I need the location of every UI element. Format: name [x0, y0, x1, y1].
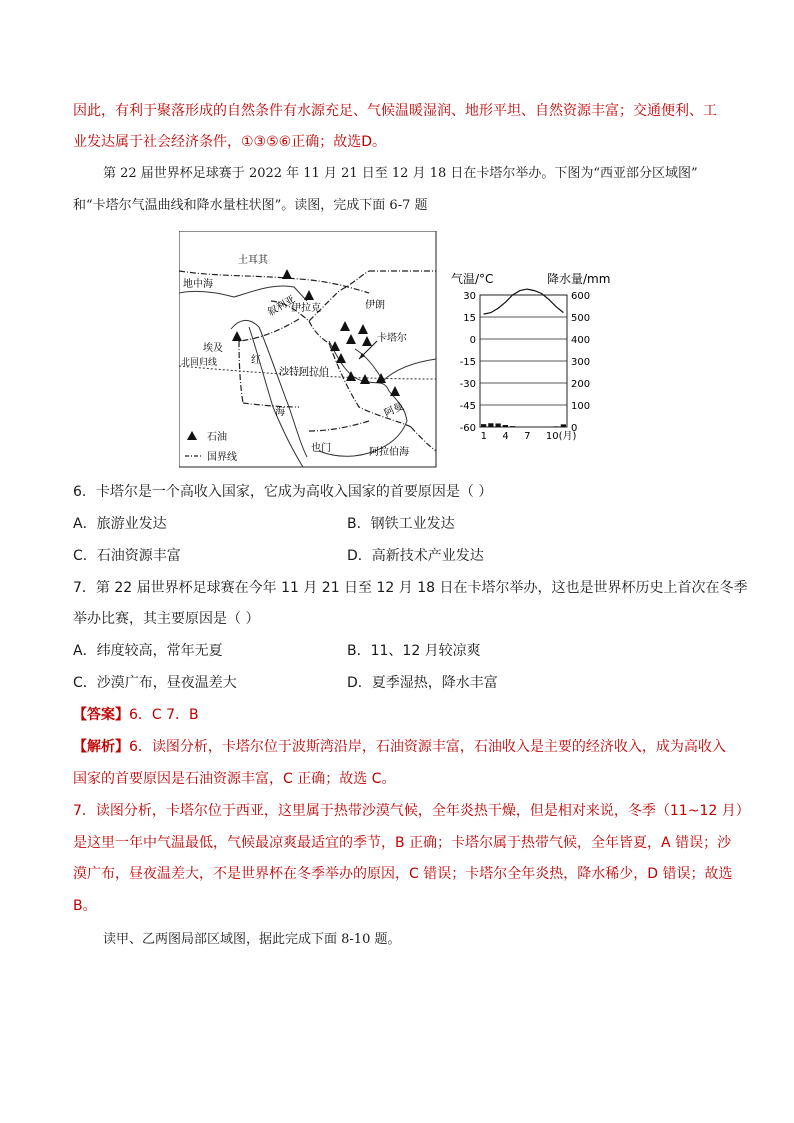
q7-option-d[interactable]: D．夏季湿热，降水丰富 — [347, 675, 498, 691]
q7-option-a[interactable]: A．纬度较高，常年无夏 — [73, 643, 223, 659]
analysis-line-5: 漠广布，昼夜温差大，不是世界杯在冬季举办的原因，C 错误；卡塔尔全年炎热，降水稀少，D 错误；故选 — [73, 866, 733, 882]
precip-bar — [481, 424, 486, 427]
next-instruction: 读甲、乙两图局部区域图，据此完成下面 8-10 题。 — [103, 932, 401, 947]
precip-tick-label: 200 — [571, 379, 591, 390]
climate-chart — [451, 271, 610, 442]
legend-border-label: 国界线 — [207, 452, 237, 463]
temp-axis-label: 气温/°C — [451, 272, 494, 286]
month-tick-label: 10(月) — [545, 431, 577, 442]
label-turkey: 土耳其 — [238, 255, 268, 266]
figure-svg — [179, 231, 649, 471]
month-tick-label: 1 — [480, 431, 487, 442]
precip-bar — [503, 425, 508, 427]
prev-analysis-line-2 — [73, 132, 386, 152]
precip-bar — [561, 424, 566, 427]
temp-tick-label: -15 — [459, 357, 476, 368]
label-arabian-sea: 阿拉伯海 — [369, 447, 409, 458]
q7-stem-line-1: 7．第 22 届世界杯足球赛在今年 11 月 21 日至 12 月 18 日在卡塔尔举办，这也是世界杯历史上首次在冬季 — [73, 580, 748, 596]
month-tick-label: 7 — [524, 431, 531, 442]
precip-tick-label: 100 — [571, 401, 591, 412]
label-oman: 阿曼 — [382, 401, 406, 420]
answer-text: 6．C 7．B — [129, 707, 199, 723]
label-iraq: 伊拉克 — [291, 303, 321, 314]
west-asia-map — [179, 231, 436, 467]
precip-tick-label: 0 — [571, 423, 578, 434]
figure — [179, 231, 649, 475]
label-saudi: 沙特阿拉伯 — [279, 367, 329, 378]
precip-bar — [496, 423, 501, 427]
q7-stem-line-2: 举办比赛，其主要原因是（ ） — [73, 611, 260, 627]
analysis-line-2: 国家的首要原因是石油资源丰富，C 正确；故选 C。 — [73, 771, 396, 787]
q6-option-d[interactable]: D．高新技术产业发达 — [347, 548, 484, 564]
precip-tick-label: 500 — [571, 313, 591, 324]
label-egypt: 埃及 — [203, 343, 223, 354]
label-red-sea-1: 红 — [251, 355, 261, 366]
analysis-line-1 — [73, 737, 726, 757]
precip-axis-label: 降水量/mm — [547, 272, 611, 286]
prev-analysis-line-2b: ①③⑤⑥正确；故选D。 — [241, 134, 386, 150]
precip-tick-label: 400 — [571, 335, 591, 346]
q6-option-a[interactable]: A．旅游业发达 — [73, 516, 167, 532]
legend-oil-label: 石油 — [207, 432, 227, 443]
temp-tick-label: 15 — [463, 313, 476, 324]
prev-analysis-line-2a: 业发达属于社会经济条件， — [73, 134, 241, 150]
temp-tick-label: -60 — [459, 423, 476, 434]
q7-option-b[interactable]: B．11、12 月较凉爽 — [347, 643, 481, 659]
temp-tick-label: -30 — [459, 379, 476, 390]
context-line-1: 第 22 届世界杯足球赛于 2022 年 11 月 21 日至 12 月 18 日在卡塔尔举办。下图为“西亚部分区域图” — [103, 166, 698, 181]
label-tropic: 北回归线 — [181, 358, 218, 368]
analysis-line-3: 7．读图分析，卡塔尔位于西亚，这里属于热带沙漠气候，全年炎热干燥，但是相对来说，冬季（11~12 月） — [73, 803, 750, 819]
precip-tick-label: 300 — [571, 357, 591, 368]
precip-bar — [510, 426, 515, 427]
temp-tick-label: -45 — [459, 401, 476, 412]
label-syria: 叙利亚 — [265, 294, 298, 319]
prev-analysis-line-1: 因此，有利于聚落形成的自然条件有水源充足、气候温暖湿润、地形平坦、自然资源丰富；交通便利、工 — [73, 103, 717, 119]
answer-label: 【答案】 — [73, 707, 129, 723]
answer-line — [73, 705, 199, 725]
analysis-text-1: 6．读图分析，卡塔尔位于波斯湾沿岸，石油资源丰富，石油收入是主要的经济收入，成为高收入 — [129, 739, 726, 755]
q6-stem: 6．卡塔尔是一个高收入国家，它成为高收入国家的首要原因是（ ） — [73, 484, 493, 500]
label-red-sea-2: 海 — [275, 407, 285, 418]
label-qatar: 卡塔尔 — [377, 333, 407, 344]
analysis-line-4: 是这里一年中气温最低，气候最凉爽最适宜的季节，B 正确；卡塔尔属于热带气候，全年皆夏，A 错误；沙 — [73, 835, 732, 851]
analysis-line-6: B。 — [73, 898, 97, 914]
label-iran: 伊朗 — [365, 300, 385, 311]
context-line-2: 和“卡塔尔气温曲线和降水量柱状图”。读图，完成下面 6-7 题 — [73, 198, 428, 213]
q6-option-b[interactable]: B．钢铁工业发达 — [347, 516, 455, 532]
precip-bar — [488, 423, 493, 427]
temp-tick-label: 0 — [469, 335, 476, 346]
analysis-label: 【解析】 — [73, 739, 129, 755]
q6-option-c[interactable]: C．石油资源丰富 — [73, 548, 181, 564]
label-mediterranean: 地中海 — [183, 279, 213, 290]
precip-tick-label: 600 — [571, 291, 591, 302]
label-yemen: 也门 — [311, 443, 331, 454]
month-tick-label: 4 — [502, 431, 509, 442]
q7-option-c[interactable]: C．沙漠广布，昼夜温差大 — [73, 675, 237, 691]
precip-bar — [554, 426, 559, 427]
temp-tick-label: 30 — [463, 291, 476, 302]
